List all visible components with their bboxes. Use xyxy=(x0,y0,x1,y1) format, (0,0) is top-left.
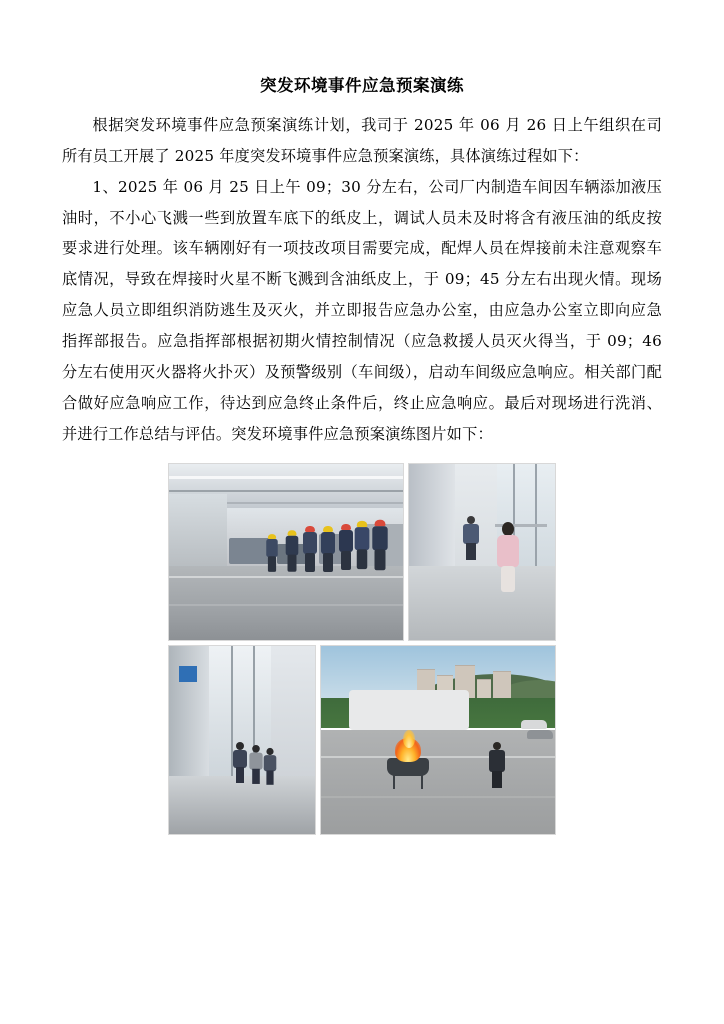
paragraph-drill-detail: 1、2025 年 06 月 25 日上午 09；30 分左右，公司厂内制造车间因车辆添加液压油时，不小心飞溅一些到放置车底下的纸皮上，调试人员未及时将含有液压油的纸皮按要求进行处理。该车辆刚好有一项技改项目需要完成，配焊人员在焊接前未注意观察车底情况，导致在焊接时火星不断飞溅到含油纸皮上，于 09；45 分左右出现火情。现场应急人员立即组织消防逃生及灭火，并立即报告应急办公室，由应急办公室立即向应急指挥部报告。应急指挥部根据初期火情控制情况（应急救援人员灭火得当，于 09；46 分左右使用灭火器将火扑灭）及预警级别（车间级），启动车间级应急响应。相关部门配合做好应急响应工作，待达到应急终止条件后，终止应急响应。最后对现场进行洗消、并进行工作总结与评估。突发环境事件应急预案演练图片如下： xyxy=(62,177,662,443)
outdoor-fire-extinguish-photo xyxy=(320,645,556,835)
corridor-evacuation-photo xyxy=(408,463,556,641)
figure-row-bottom xyxy=(62,645,662,835)
workshop-evacuation-photo xyxy=(168,463,404,641)
paragraph-intro: 根据突发环境事件应急预案演练计划，我司于 2025 年 06 月 26 日上午组织在司所有员工开展了 2025 年度突发环境事件应急预案演练，具体演练过程如下： xyxy=(62,116,662,165)
corridor-people-photo xyxy=(168,645,316,835)
figure-gallery xyxy=(62,463,662,835)
figure-row-top xyxy=(62,463,662,641)
page-title: 突发环境事件应急预案演练 xyxy=(260,76,464,95)
